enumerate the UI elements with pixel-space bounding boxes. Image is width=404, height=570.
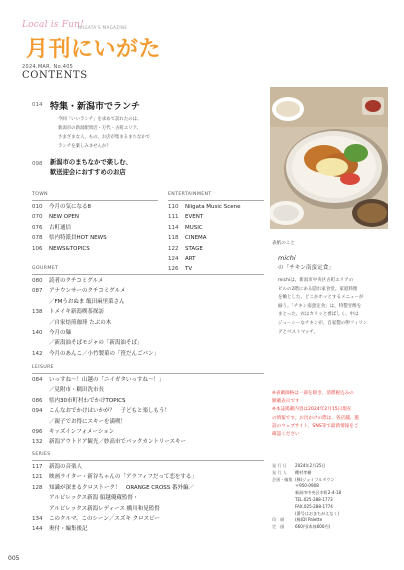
colophon-key: 企画・編集 xyxy=(272,476,293,482)
item-title: こんなおでかけはいかが？ 子どもと楽しもう！ xyxy=(49,408,170,415)
page-number-footer: 005 xyxy=(8,555,20,562)
list-item[interactable] xyxy=(32,437,186,447)
page-number: 118 xyxy=(168,235,179,242)
list-item[interactable] xyxy=(32,514,197,524)
item-title: MUSIC xyxy=(185,224,203,231)
section-label-entertainment: ENTERTAINMENT xyxy=(168,192,212,197)
list-item[interactable] xyxy=(32,427,186,437)
list-item[interactable] xyxy=(168,223,240,233)
page-number: 128 xyxy=(32,484,43,491)
colophon-row xyxy=(272,497,394,504)
item-title: 映画ライター・新谷ちゃんの「アラフィフだって恋をする」 xyxy=(49,474,197,481)
page-number: 094 xyxy=(32,408,43,415)
page-number: 086 xyxy=(32,397,43,404)
colophon-value: 櫻村孝樹 xyxy=(295,469,312,475)
feature-title[interactable] xyxy=(50,158,132,178)
cover-description xyxy=(278,277,390,337)
page-number: 126 xyxy=(168,266,179,273)
colophon xyxy=(272,463,394,531)
section-divider xyxy=(32,460,264,461)
issue-date: 2024.MAR. No.405 xyxy=(22,64,74,70)
page-number: 076 xyxy=(32,224,43,231)
brand-subtitle: NIIGATA'S MAGAZINE xyxy=(78,25,128,30)
section-divider xyxy=(168,200,264,201)
colophon-value: 660円(本体600円) xyxy=(295,524,331,530)
item-title: 古町通信 xyxy=(49,224,72,231)
list-item[interactable] xyxy=(32,328,159,338)
list-item[interactable] xyxy=(168,202,240,212)
colophon-value: 新潟市中央区幸町2-4-18 xyxy=(295,490,342,496)
page-number: 122 xyxy=(168,245,179,252)
colophon-value: 〒950-0908 xyxy=(295,483,319,489)
list-item[interactable] xyxy=(168,254,240,264)
feature-page-number: 098 xyxy=(32,161,43,167)
colophon-value: (番号はおまちがえなく) xyxy=(295,510,340,516)
list-item[interactable] xyxy=(32,212,107,222)
feature-description-line: ランチを楽しみませんか？ xyxy=(58,144,111,149)
feature-description-line: さまざまな人、もの、お店が集まるまちなかで xyxy=(58,135,151,140)
list-item[interactable] xyxy=(32,349,159,359)
page-number: 106 xyxy=(32,245,43,252)
item-title: 今月の気になる8 xyxy=(49,204,91,210)
list-item[interactable] xyxy=(32,483,197,493)
item-title: ART xyxy=(185,256,196,263)
page-number: 110 xyxy=(168,204,179,210)
page-number: 138 xyxy=(32,309,43,316)
list-item[interactable] xyxy=(32,396,186,406)
colophon-key: 発 行 人 xyxy=(272,469,287,475)
item-subtitle: ／新潟油そばモジャの「新潟油そば」 xyxy=(49,340,143,347)
colophon-key xyxy=(272,504,295,511)
item-subtitle: ／自家焙煎珈琲 たぶの木 xyxy=(49,319,112,326)
item-subtitle: アルビレックス新潟 船越優蔵監督・ xyxy=(49,495,139,502)
colophon-row xyxy=(272,504,394,511)
cover-note-label: 表紙のこと xyxy=(272,241,295,246)
note-line: 確認ください xyxy=(272,432,300,438)
colophon-value: 2024年2月25日 xyxy=(295,463,326,468)
section-label-series: SERIES xyxy=(32,452,51,457)
page-number: 121 xyxy=(32,474,43,481)
item-title: キッズインフォメーション xyxy=(49,429,115,436)
item-title: EVENT xyxy=(185,214,204,221)
note-line: の情報です。お出かけの際は、各店舗、施 xyxy=(272,415,359,421)
item-title: いっすね～！山越の「ニイガタいっすね～！」 xyxy=(49,377,165,383)
note-line: 設のウェブサイト、SNS等で最新情報をご xyxy=(272,423,359,429)
colophon-key: 発 行 日 xyxy=(272,463,287,468)
list-item[interactable] xyxy=(32,375,186,385)
page-number: 084 xyxy=(32,377,43,383)
item-title: Niigata Music Scene xyxy=(185,204,241,210)
colophon-key xyxy=(272,483,295,490)
cover-description-line: グとベストマッチ。 xyxy=(278,329,319,335)
page-number: 010 xyxy=(32,204,43,210)
colophon-key xyxy=(272,490,295,497)
cover-description-line: ジューシーなチキンが。自家製の卵フィリン xyxy=(278,320,368,326)
colophon-row xyxy=(272,470,394,477)
magazine-tagline: Local is Fun! xyxy=(22,20,84,30)
item-title: 今月の麺 xyxy=(49,330,72,337)
page-number: 078 xyxy=(32,235,43,242)
note-line: 額載表示です xyxy=(272,399,300,405)
item-title: 読者のクチコミグルメ xyxy=(49,278,104,284)
magazine-logo: 月刊にいがた xyxy=(26,37,162,62)
list-item-continuation xyxy=(32,493,197,503)
feature-title-line: 新潟市のまちなかで楽しむ、 xyxy=(50,159,132,166)
colophon-value: (株)ジョイフルタウン xyxy=(295,476,335,482)
item-title: 新潟の音楽人 xyxy=(49,464,83,470)
list-item[interactable] xyxy=(32,202,107,212)
colophon-row xyxy=(272,477,394,484)
list-item[interactable] xyxy=(168,233,240,243)
section-label-leisure: LEISURE xyxy=(32,365,54,370)
item-title: 知識が深まるクロストーク！ ORANGE CROSS 番外編／ xyxy=(49,484,195,491)
page-number: 114 xyxy=(168,224,179,231)
list-item[interactable] xyxy=(32,524,197,534)
list-item[interactable] xyxy=(32,233,107,243)
feature-title[interactable]: 特集・新潟市でランチ xyxy=(50,102,141,112)
entertainment-list xyxy=(168,202,240,275)
page-number: 117 xyxy=(32,464,43,470)
colophon-row xyxy=(272,463,394,470)
page-number: 144 xyxy=(32,526,43,533)
note-line: ※本誌掲載内容は2024年2月15日現在 xyxy=(272,407,352,413)
item-title: 今月のあんこ／小竹製菓の「笹だんごパン」 xyxy=(49,350,160,357)
item-subtitle: ／見附市・糯田洗市長 xyxy=(49,387,105,394)
contents-heading: CONTENTS xyxy=(22,70,88,81)
section-divider xyxy=(32,373,264,374)
colophon-value: FAX.025-288-1774 xyxy=(295,503,333,509)
list-item-continuation xyxy=(32,385,186,395)
colophon-key: 定 価 xyxy=(272,524,285,530)
page-number: 140 xyxy=(32,330,43,337)
section-divider xyxy=(32,200,158,201)
list-item[interactable] xyxy=(32,286,159,296)
item-title: アナウンサーのクチコミグルメ xyxy=(49,288,126,295)
item-title: NEW OPEN xyxy=(49,214,80,221)
section-label-gourmet: GOURMET xyxy=(32,266,59,271)
item-title: STAGE xyxy=(185,245,203,252)
editorial-notes xyxy=(272,390,392,439)
item-title: CINEMA xyxy=(185,235,207,242)
page-number: 087 xyxy=(32,288,43,295)
list-item-continuation xyxy=(32,297,159,307)
cover-description-line: michiは、新潟市中央区古町エリアの xyxy=(278,278,354,283)
item-title: 県内30市町村わでかけTOPICS xyxy=(49,397,126,404)
item-subtitle: ／FMうおぬま 飯田麻里菜さん xyxy=(49,298,125,305)
list-item[interactable] xyxy=(32,307,159,317)
list-item[interactable] xyxy=(168,212,240,222)
colophon-key: 印 刷 xyxy=(272,517,285,523)
list-item[interactable] xyxy=(32,472,197,482)
item-title: このクルマ、このシーン／スズキ クロスビー xyxy=(49,516,160,523)
list-item[interactable] xyxy=(32,244,107,254)
colophon-value: (株)DI Palette xyxy=(295,517,323,523)
section-label-town: TOWN xyxy=(32,192,49,197)
colophon-row xyxy=(272,524,394,531)
series-list xyxy=(32,462,197,535)
list-item[interactable] xyxy=(32,406,186,416)
page-number: 134 xyxy=(32,516,43,523)
feature-description-line: 今回「いいランチ」を求めて訪れたのは、 xyxy=(58,117,142,122)
cover-food-photo xyxy=(270,87,388,229)
section-divider xyxy=(32,274,264,275)
page-number: 080 xyxy=(32,278,43,284)
list-item-continuation xyxy=(32,318,159,328)
cover-dish-name: の「チキン南蛮定食」 xyxy=(278,265,334,271)
list-item[interactable] xyxy=(32,276,159,286)
colophon-value: TEL.025-288-1773 xyxy=(295,496,333,502)
colophon-row xyxy=(272,511,394,518)
cover-description-line: を軸とした、どこかホッとするメニューが xyxy=(278,295,364,301)
list-item-continuation xyxy=(32,338,159,348)
feature-page-number: 014 xyxy=(32,102,43,108)
cover-description-line: まとった、衣はカリッと香ばしく、中は xyxy=(278,312,359,318)
item-title: トメイキ新潟喫茶探訪 xyxy=(49,309,104,316)
feature-title-line: 歓送迎会におすすめのお店 xyxy=(50,169,126,176)
item-subtitle: ／親子でお得にスキーを満喫！ xyxy=(49,418,127,425)
colophon-row xyxy=(272,490,394,497)
colophon-key xyxy=(272,497,295,504)
item-subtitle: アルビレックス新潟レディース 橋川和晃監督 xyxy=(49,505,160,512)
item-title: 奥付・編集後記 xyxy=(49,526,88,533)
page-number: 132 xyxy=(32,439,43,446)
item-title: 新潟アウトドア観光／妙高市でバックカントリースキー xyxy=(49,439,187,446)
item-title: 県内特派員HOT NEWS xyxy=(49,235,107,242)
cover-shop-name: michi xyxy=(278,254,296,262)
gourmet-list xyxy=(32,276,159,359)
page-number: 096 xyxy=(32,429,43,436)
note-line: ※表載価格は一部を除き、消費税込みの xyxy=(272,391,354,396)
page-number: 070 xyxy=(32,214,43,221)
page-number: 142 xyxy=(32,350,43,357)
feature-description xyxy=(58,115,228,151)
item-title: NEWS&TOPICS xyxy=(49,245,90,252)
town-list xyxy=(32,202,107,254)
list-item[interactable] xyxy=(168,244,240,254)
item-title: TV xyxy=(185,266,193,273)
cover-description-line: ビルの2階にある隠れ家食堂。家庭料理 xyxy=(278,286,358,292)
list-item-continuation xyxy=(32,504,197,514)
cover-description-line: 揃う。「チキン南蛮定食」は、特製甘酢を xyxy=(278,303,362,309)
leisure-list xyxy=(32,375,186,448)
list-item[interactable] xyxy=(32,462,197,472)
page-number: 111 xyxy=(168,214,179,221)
page-number: 124 xyxy=(168,256,179,263)
list-item-continuation xyxy=(32,417,186,427)
list-item[interactable] xyxy=(32,223,107,233)
colophon-row xyxy=(272,517,394,524)
feature-description-line: 新潟市の新潟駅周辺・万代・古町エリア。 xyxy=(58,126,142,131)
